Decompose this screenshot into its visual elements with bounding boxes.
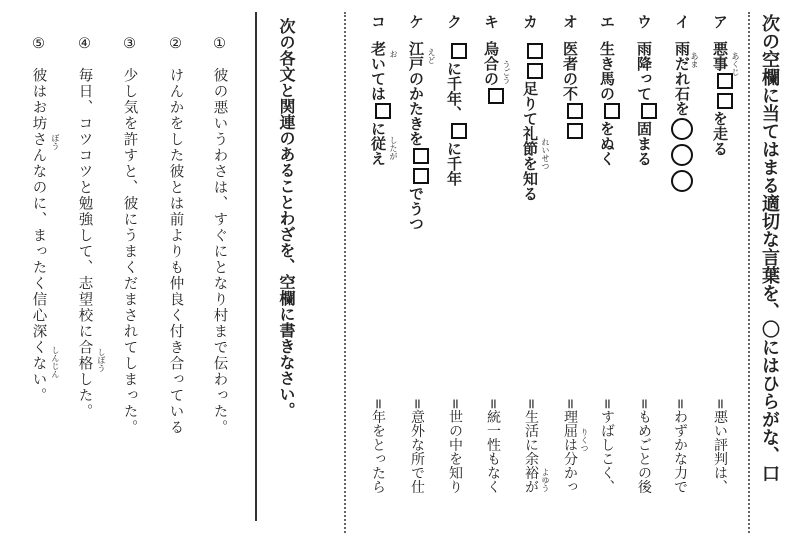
item-letter: ケ: [407, 14, 425, 29]
item-text: 老いては: [369, 41, 387, 101]
answer-box[interactable]: [451, 123, 467, 139]
item-ki: [483, 14, 504, 106]
item-text: を走る: [711, 111, 729, 156]
sentence-number: ④: [76, 36, 93, 54]
furigana: よゆう: [541, 468, 550, 492]
answer-circle[interactable]: [671, 118, 693, 140]
item-text: をぬく: [598, 121, 616, 166]
answer-box[interactable]: [527, 43, 543, 59]
furigana: しぼう: [97, 348, 106, 372]
item-text: に従え: [369, 121, 387, 166]
item-text: に千年、: [445, 61, 463, 121]
item-text: 医者の不: [561, 41, 579, 101]
meaning-u: =もめごとの後: [636, 398, 652, 494]
meaning-ka: =生活に余裕が: [523, 398, 539, 494]
furigana: れいせつ: [541, 138, 550, 170]
furigana: あま: [690, 52, 699, 68]
sentence-4: [77, 36, 92, 420]
item-ku: [446, 14, 467, 186]
sentence-1: [212, 36, 227, 436]
furigana: したが: [389, 136, 398, 160]
item-i: [671, 14, 693, 194]
item-text: でうつ: [407, 186, 425, 231]
item-o: [562, 14, 583, 141]
sentence-text: 彼の悪いうわさは、すぐにとなり村まで伝わった。: [211, 67, 228, 436]
item-letter: キ: [482, 14, 500, 29]
item-text: 江戸のかたきを: [407, 41, 425, 146]
item-ko: [370, 14, 391, 166]
furigana: あくじ: [731, 52, 740, 76]
answer-box[interactable]: [413, 168, 429, 184]
answer-box[interactable]: [717, 93, 733, 109]
furigana: しんじん: [51, 346, 60, 378]
item-letter: カ: [521, 14, 539, 29]
item-text: 足りて礼節を知る: [521, 81, 539, 201]
item-letter: ア: [711, 14, 729, 29]
dotted-divider: [344, 12, 346, 533]
meaning-ke: =意外な所で仕: [409, 398, 425, 494]
sentence-text: 少し気を許すと、彼にうまくだまされてしまった。: [121, 67, 138, 436]
sentence-3: [122, 36, 137, 436]
meaning-i: =わずかな力で: [672, 398, 688, 494]
answer-circle[interactable]: [671, 170, 693, 192]
item-a: [712, 14, 733, 156]
furigana: うごう: [502, 60, 511, 84]
sentence-text: けんかをした彼とは前よりも仲良く付き合っている: [167, 67, 184, 436]
answer-box[interactable]: [375, 103, 391, 119]
furigana: りくつ: [580, 428, 589, 452]
sentence-5: [31, 36, 46, 404]
item-letter: コ: [369, 14, 387, 29]
item-text: 雨だれ石を: [673, 41, 691, 116]
sentence-number: ⑤: [30, 36, 47, 54]
meaning-ku: =世の中を知り: [447, 398, 463, 494]
item-text: 固まる: [635, 121, 653, 166]
meaning-ko: =年をとったら: [370, 398, 386, 494]
answer-box[interactable]: [567, 103, 583, 119]
sentence-text: 毎日、コツコツと勉強して、志望校に合格した。: [76, 67, 93, 420]
dotted-divider: [748, 12, 750, 533]
sentence-number: ②: [167, 36, 184, 54]
meaning-e: =すばしこく、: [599, 398, 615, 494]
meaning-o: =理屈は分かっ: [562, 398, 578, 494]
item-text: 悪事: [711, 41, 729, 71]
answer-box[interactable]: [527, 63, 543, 79]
item-letter: ウ: [635, 14, 653, 29]
answer-box[interactable]: [604, 103, 620, 119]
item-ka: [522, 14, 543, 201]
answer-box[interactable]: [641, 103, 657, 119]
item-text: 烏合の: [482, 41, 500, 86]
meaning-a: =悪い評判は、: [712, 398, 728, 494]
item-letter: ク: [445, 14, 463, 29]
answer-box[interactable]: [451, 43, 467, 59]
furigana: えど: [427, 48, 436, 64]
sentence-text: 彼はお坊さんなのに、まったく信心深くない。: [30, 67, 47, 404]
item-ke: [408, 14, 429, 231]
answer-box[interactable]: [567, 123, 583, 139]
section2-instruction: 次の各文と関連のあることわざを、空欄に書きなさい。: [277, 18, 296, 418]
item-text: に千年: [445, 141, 463, 186]
meaning-ki: =統一性もなく: [485, 398, 501, 494]
main-instruction: 次の空欄に当てはまる適切な言葉を、〇にはひらがな、口: [759, 14, 780, 482]
item-text: 生き馬の: [598, 41, 616, 101]
sentence-2: [168, 36, 183, 436]
item-e: [599, 14, 620, 166]
item-letter: イ: [673, 14, 691, 29]
item-letter: エ: [598, 14, 616, 29]
furigana: ぼう: [51, 134, 60, 150]
sentence-number: ①: [211, 36, 228, 54]
item-text: 雨降って: [635, 41, 653, 101]
item-u: [636, 14, 657, 166]
answer-circle[interactable]: [671, 144, 693, 166]
answer-box[interactable]: [488, 88, 504, 104]
furigana: お: [389, 50, 398, 58]
item-letter: オ: [561, 14, 579, 29]
section-divider: [255, 12, 257, 521]
sentence-number: ③: [121, 36, 138, 54]
answer-box[interactable]: [413, 148, 429, 164]
